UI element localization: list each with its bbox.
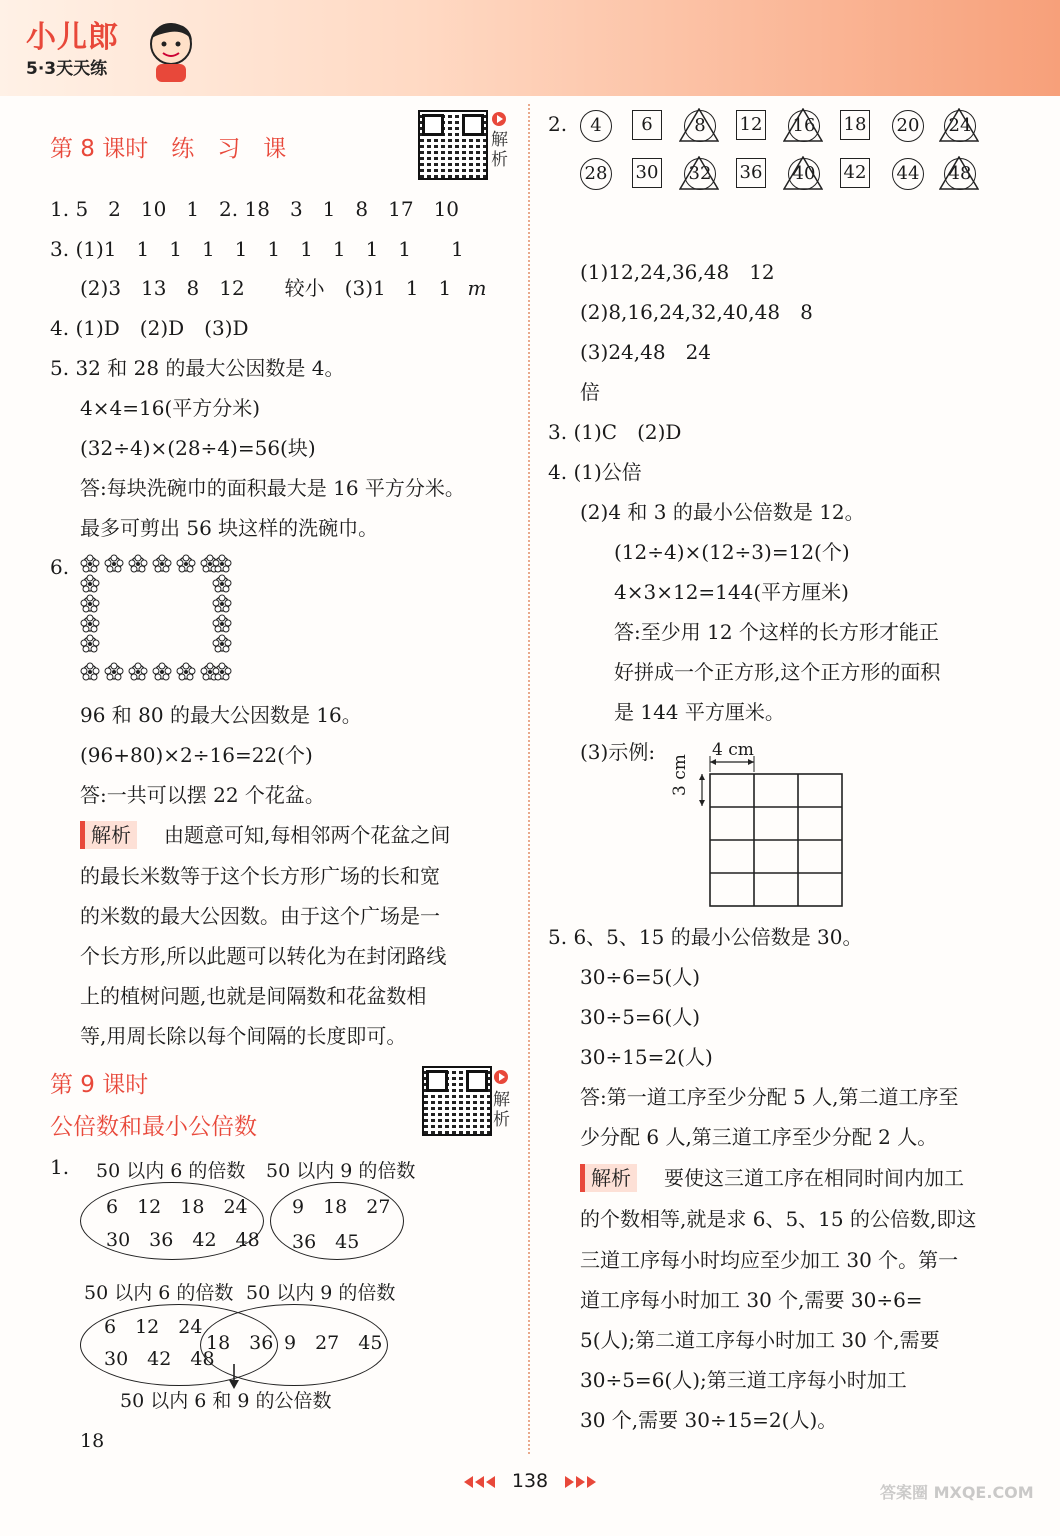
venn1-b-row2: 36 45 xyxy=(292,1231,360,1253)
logo-sub: 5·3天天练 xyxy=(26,59,108,79)
jiexi-text: 个长方形,所以此题可以转化为在封闭路线 xyxy=(80,944,447,968)
jiexi-text: 30÷5=6(人);第三道工序每小时加工 xyxy=(580,1368,907,1392)
answer-line: 30÷15=2(人) xyxy=(580,1045,713,1069)
grid-width-label: 4 cm xyxy=(712,740,754,760)
question-number: 2. xyxy=(548,112,568,136)
venn2-label-b: 50 以内 9 的倍数 xyxy=(246,1282,396,1304)
number-mark-24: 24 xyxy=(944,110,976,142)
flowerpot-icon xyxy=(213,663,231,680)
venn2-a-row1: 6 12 24 xyxy=(104,1316,203,1338)
jiexi-text: 的米数的最大公因数。由于这个广场是一 xyxy=(80,904,440,928)
flowerpot-icon xyxy=(153,663,171,680)
answer-line: 好拼成一个正方形,这个正方形的面积 xyxy=(614,660,941,684)
answer-line: 少分配 6 人,第三道工序至少分配 2 人。 xyxy=(580,1125,938,1149)
answer-line: 5. 32 和 28 的最大公因数是 4。 xyxy=(50,356,345,380)
flowerpot-icon xyxy=(81,663,99,680)
variable-m: m xyxy=(467,276,487,300)
flowerpot-icon xyxy=(213,635,231,652)
question-number: 1. xyxy=(50,1155,70,1179)
number-mark-18: 18 xyxy=(840,110,870,140)
jiexi-tag: 解析 xyxy=(80,821,137,849)
page-number: 138 xyxy=(511,1470,549,1492)
triangle-mark-16 xyxy=(783,108,823,142)
answer-line: (3)示例: xyxy=(580,740,656,764)
answer-line: 4×4=16(平方分米) xyxy=(80,396,261,420)
answer-line: 答:每块洗碗巾的面积最大是 16 平方分米。 xyxy=(80,476,465,500)
jiexi-tag: 解析 xyxy=(580,1164,637,1192)
answer-line: 答:至少用 12 个这样的长方形才能正 xyxy=(614,620,939,644)
jiexi-text: 三道工序每小时均应至少加工 30 个。第一 xyxy=(580,1248,959,1272)
jiexi-text: 要使这三道工序在相同时间内加工 xyxy=(664,1166,964,1190)
number-mark-36: 36 xyxy=(736,158,766,188)
prev-page-icon[interactable] xyxy=(463,1470,496,1492)
jiexi-text: 的最长米数等于这个长方形广场的长和宽 xyxy=(80,864,440,888)
answer-line: (3)24,48 24 xyxy=(580,340,712,364)
flowerpot-icon xyxy=(81,635,99,652)
triangle-mark-32 xyxy=(679,156,719,190)
flowerpot-icon xyxy=(129,663,147,680)
venn2-a-row2: 30 42 48 xyxy=(104,1348,215,1370)
answer-line: 最多可剪出 56 块这样的洗碗巾。 xyxy=(80,516,379,540)
triangle-mark-8 xyxy=(679,108,719,142)
qr-code-lesson8[interactable] xyxy=(418,110,488,180)
venn2-b-row: 9 27 45 xyxy=(284,1332,383,1354)
answer-line: (96+80)×2÷16=22(个) xyxy=(80,743,313,767)
answer-line: (12÷4)×(12÷3)=12(个) xyxy=(614,540,850,564)
flowerpot-icon xyxy=(81,575,99,592)
mascot-icon xyxy=(146,18,196,82)
number-mark-32: 32 xyxy=(684,158,716,190)
qr-label: 解析 xyxy=(491,130,508,170)
answer-line: 30÷5=6(人) xyxy=(580,1005,701,1029)
question-number: 6. xyxy=(50,555,70,579)
play-icon xyxy=(492,112,506,126)
number-mark-40: 40 xyxy=(788,158,820,190)
lesson9-subtitle: 公倍数和最小公倍数 xyxy=(50,1114,257,1140)
number-mark-4: 4 xyxy=(580,110,612,142)
jiexi-text: 的个数相等,就是求 6、5、15 的公倍数,即这 xyxy=(580,1207,977,1231)
jiexi-text: 30 个,需要 30÷15=2(人)。 xyxy=(580,1408,838,1432)
answer-line: 4. (1)D (2)D (3)D xyxy=(50,316,249,340)
answer-line: (1)12,24,36,48 12 xyxy=(580,260,775,284)
next-page-icon[interactable] xyxy=(564,1470,597,1492)
grid-height-label: 3 cm xyxy=(670,754,690,796)
number-mark-12: 12 xyxy=(736,110,766,140)
answer-line: 是 144 平方厘米。 xyxy=(614,700,785,724)
flowerpot-icon xyxy=(81,615,99,632)
venn1-b-row1: 9 18 27 xyxy=(292,1196,391,1218)
jiexi-text: 等,用周长除以每个间隔的长度即可。 xyxy=(80,1024,407,1048)
lesson8-title: 第 8 课时 练 习 课 xyxy=(50,136,287,162)
venn1-a-row2: 30 36 42 48 xyxy=(106,1229,260,1251)
flowerpot-icon xyxy=(129,555,147,572)
answer-line: 4. (1)公倍 xyxy=(548,460,642,484)
number-mark-44: 44 xyxy=(892,158,924,190)
column-divider xyxy=(528,104,530,1454)
answer-line: 96 和 80 的最大公因数是 16。 xyxy=(80,703,362,727)
venn2-caption: 50 以内 6 和 9 的公倍数 xyxy=(120,1390,332,1412)
answer-line: 答:一共可以摆 22 个花盆。 xyxy=(80,783,325,807)
flowerpot-square-figure xyxy=(78,552,238,686)
number-mark-16: 16 xyxy=(788,110,820,142)
number-mark-30: 30 xyxy=(632,158,662,188)
number-mark-6: 6 xyxy=(632,110,662,140)
answer-line: 答:第一道工序至少分配 5 人,第二道工序至 xyxy=(580,1085,959,1109)
flowerpot-icon xyxy=(213,615,231,632)
venn2-intersection: 18 36 xyxy=(206,1332,274,1354)
triangle-mark-40 xyxy=(783,156,823,190)
jiexi-text: 5(人);第二道工序每小时加工 30 个,需要 xyxy=(580,1328,940,1352)
answer-line: (2)8,16,24,32,40,48 8 xyxy=(580,300,813,324)
venn1-a-row1: 6 12 18 24 xyxy=(106,1196,248,1218)
flowerpot-icon xyxy=(81,595,99,612)
logo xyxy=(26,12,119,79)
flowerpot-icon xyxy=(213,555,231,572)
venn1-label-a: 50 以内 6 的倍数 xyxy=(96,1160,246,1182)
venn1-label-b: 50 以内 9 的倍数 xyxy=(266,1160,416,1182)
answer-line: 3. (1)1 1 1 1 1 1 1 1 1 1 1 xyxy=(50,237,464,261)
qr-code-lesson9[interactable] xyxy=(422,1066,492,1136)
number-mark-20: 20 xyxy=(892,110,924,142)
qr-label: 解析 xyxy=(493,1090,510,1130)
rectangle-grid-figure xyxy=(670,738,850,910)
number-mark-8: 8 xyxy=(684,110,716,142)
number-mark-42: 42 xyxy=(840,158,870,188)
venn2-label-a: 50 以内 6 的倍数 xyxy=(84,1282,234,1304)
number-mark-48: 48 xyxy=(944,158,976,190)
answer-line: 1. 5 2 10 1 2. 18 3 1 8 17 10 xyxy=(50,197,460,221)
jiexi-text: 由题意可知,每相邻两个花盆之间 xyxy=(164,823,451,847)
triangle-mark-24 xyxy=(939,108,979,142)
answer-line: (32÷4)×(28÷4)=56(块) xyxy=(80,436,316,460)
flowerpot-icon xyxy=(213,595,231,612)
answer-line: 3. (1)C (2)D xyxy=(548,420,682,444)
flowerpot-icon xyxy=(105,555,123,572)
small-page-number: 18 xyxy=(80,1430,105,1452)
jiexi-text: 道工序每小时加工 30 个,需要 30÷6= xyxy=(580,1288,923,1312)
answer-line: 倍 xyxy=(580,380,600,404)
play-icon xyxy=(494,1070,508,1084)
logo-text: 小儿郎 xyxy=(26,20,119,55)
answer-line: 5. 6、5、15 的最小公倍数是 30。 xyxy=(548,925,863,949)
flowerpot-icon xyxy=(177,555,195,572)
flowerpot-icon xyxy=(81,555,99,572)
flowerpot-icon xyxy=(105,663,123,680)
answer-text: (2)3 13 8 12 较小 (3)1 1 1 xyxy=(80,276,452,300)
jiexi-text: 上的植树问题,也就是间隔数和花盆数相 xyxy=(80,984,427,1008)
answer-line: (2)4 和 3 的最小公倍数是 12。 xyxy=(580,500,865,524)
answer-line: 4×3×12=144(平方厘米) xyxy=(614,580,849,604)
answer-line xyxy=(80,276,487,300)
flowerpot-icon xyxy=(153,555,171,572)
triangle-mark-48 xyxy=(939,156,979,190)
answer-line: 30÷6=5(人) xyxy=(580,965,701,989)
lesson9-title: 第 9 课时 xyxy=(50,1072,149,1098)
flowerpot-icon xyxy=(213,575,231,592)
number-mark-28: 28 xyxy=(580,158,612,190)
watermark: 答案圈 MXQE.COM xyxy=(880,1483,1034,1502)
flowerpot-icon xyxy=(177,663,195,680)
